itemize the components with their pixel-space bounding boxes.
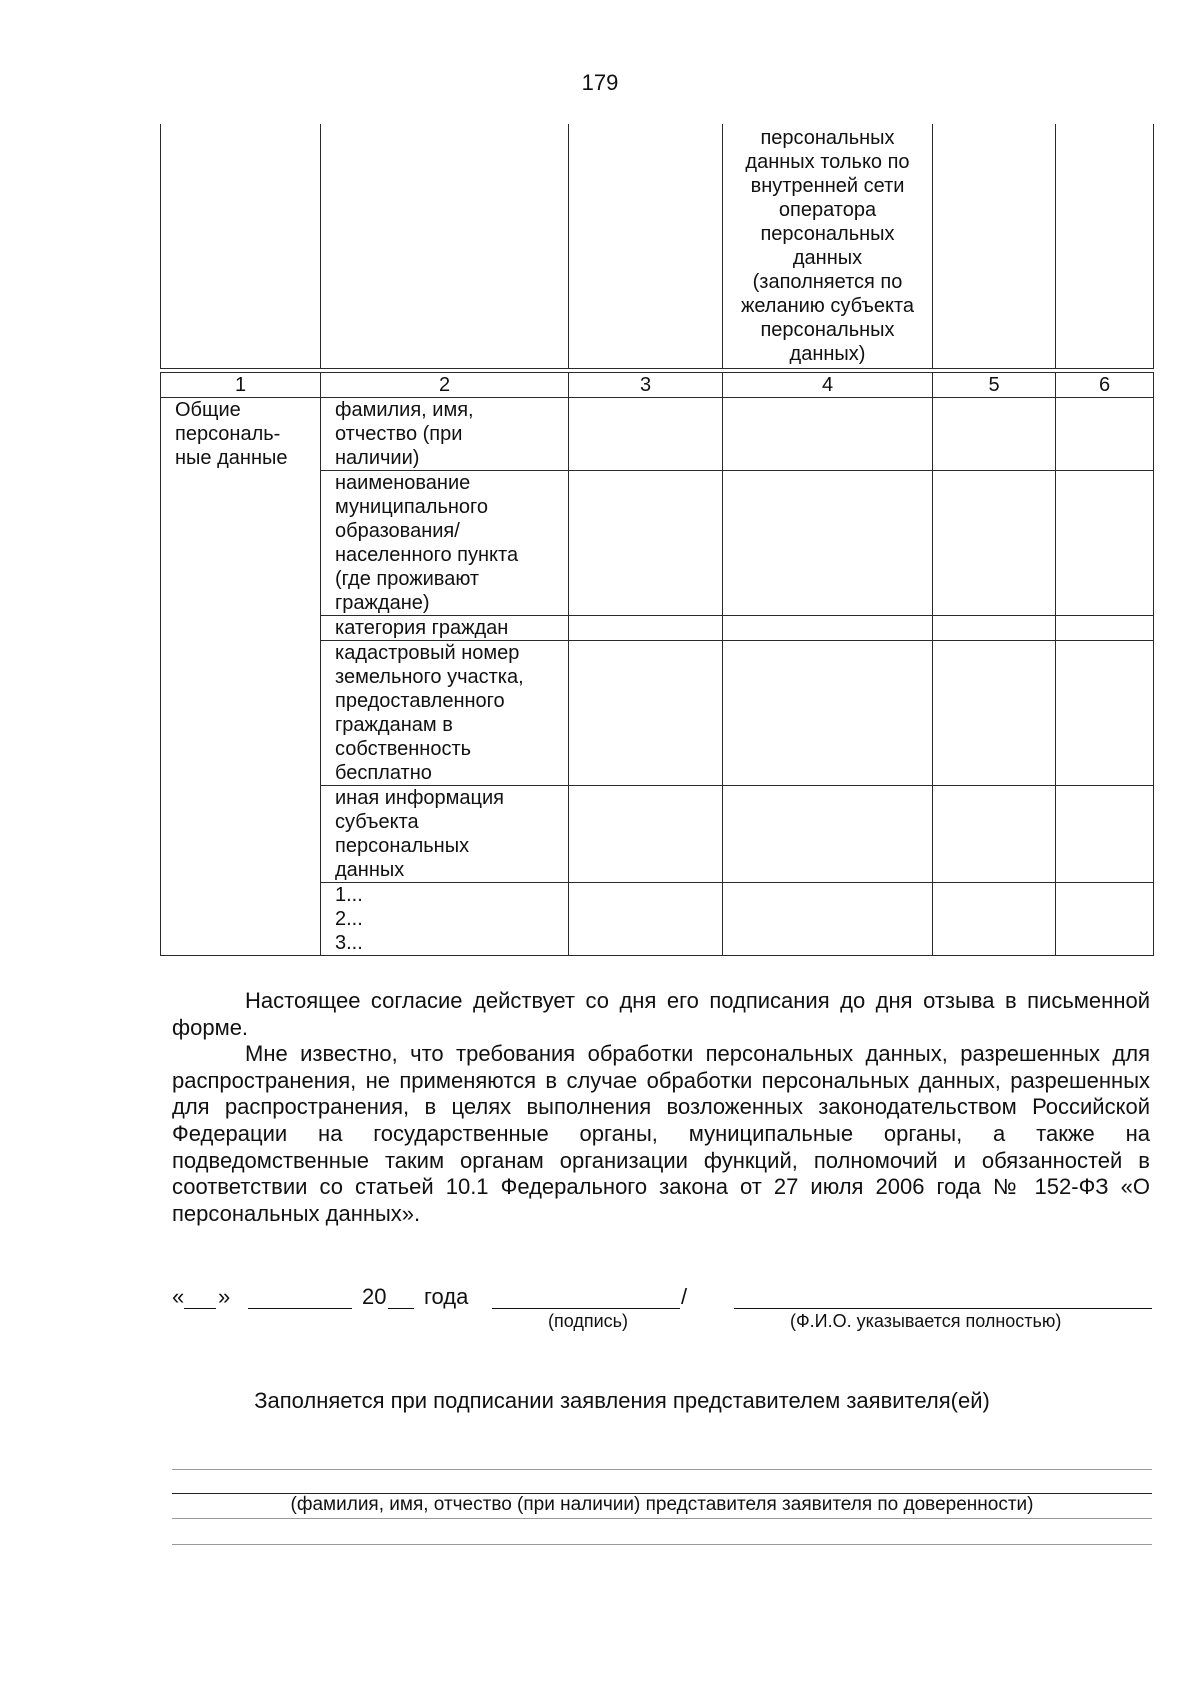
table-header-continued	[161, 124, 1154, 369]
data-item-cell: иная информация субъекта персональных данных	[321, 786, 569, 883]
column-number: 1	[161, 373, 321, 398]
header-cell-4: персональных данных только по внутренней сети оператора персональных данных (заполняется по желанию субъекта персональных данных)	[723, 124, 933, 369]
data-item-cell: фамилия, имя, отчество (при наличии)	[321, 398, 569, 471]
signature-caption: (подпись)	[548, 1311, 629, 1331]
table-cell	[933, 471, 1056, 616]
table-cell	[569, 786, 723, 883]
table-cell	[933, 883, 1056, 956]
table-cell	[1056, 641, 1154, 786]
year-prefix: 20	[362, 1284, 387, 1309]
table-cell	[933, 641, 1056, 786]
table-cell	[723, 398, 933, 471]
category-cell: Общие персональ- ные данные	[161, 398, 321, 956]
header-cell-6	[1056, 124, 1154, 369]
table-cell	[569, 641, 723, 786]
data-item-cell: 1... 2... 3...	[321, 883, 569, 956]
quote-open: «	[172, 1284, 185, 1309]
paragraph-validity: Настоящее согласие действует со дня его подписания до дня отзыва в письменной форме.	[172, 988, 1150, 1040]
year-field[interactable]	[388, 1288, 414, 1309]
representative-title: Заполняется при подписании заявления представителем заявителя(ей)	[254, 1388, 990, 1413]
table-cell	[723, 471, 933, 616]
table-cell	[933, 786, 1056, 883]
personal-data-table	[160, 124, 1154, 956]
signature-row	[172, 1284, 1152, 1314]
table-cell	[723, 883, 933, 956]
column-numbers-row	[161, 373, 1154, 398]
fio-caption: (Ф.И.О. указывается полностью)	[790, 1311, 1062, 1331]
table-cell	[1056, 616, 1154, 641]
column-number: 5	[933, 373, 1056, 398]
slash: /	[681, 1284, 688, 1309]
fio-field[interactable]	[734, 1288, 1152, 1309]
table-cell	[569, 616, 723, 641]
representative-line-lower	[172, 1518, 1152, 1519]
representative-line-upper[interactable]	[172, 1469, 1152, 1470]
column-number: 4	[723, 373, 933, 398]
consent-text	[172, 988, 1150, 1227]
column-number: 6	[1056, 373, 1154, 398]
header-cell-5	[933, 124, 1056, 369]
table-cell	[1056, 786, 1154, 883]
month-field[interactable]	[248, 1288, 352, 1309]
page-number: 179	[581, 70, 619, 95]
table-cell	[1056, 398, 1154, 471]
table-cell	[1056, 883, 1154, 956]
column-number: 3	[569, 373, 723, 398]
paragraph-notice: Мне известно, что требования обработки персональных данных, разрешенных для распространения, не применяются в случае обработки персональных данных, разрешенных для распространения, в целях выполнения возложенных законодательством Российской Федерации на государственные органы, муниципальные органы, а также на подведомственные таким органам организации функций, полномочий и обязанностей в соответствии со статьей 10.1 Федерального закона от 27 июля 2006 года № 152-ФЗ «О персональных данных».	[172, 1041, 1150, 1226]
header-cell-1	[161, 124, 321, 369]
table-cell	[569, 398, 723, 471]
day-field[interactable]	[184, 1288, 216, 1309]
table-cell	[723, 616, 933, 641]
table-cell	[569, 471, 723, 616]
representative-line-bottom[interactable]	[172, 1544, 1152, 1545]
table-cell	[723, 786, 933, 883]
table-cell	[723, 641, 933, 786]
quote-close: »	[218, 1284, 231, 1309]
header-cell-2	[321, 124, 569, 369]
table-cell	[1056, 471, 1154, 616]
data-item-cell: категория граждан	[321, 616, 569, 641]
table-cell	[569, 883, 723, 956]
table-row	[161, 398, 1154, 471]
year-suffix: года	[424, 1284, 469, 1309]
column-number: 2	[321, 373, 569, 398]
header-cell-3	[569, 124, 723, 369]
table-cell	[933, 616, 1056, 641]
signature-field[interactable]	[492, 1288, 680, 1309]
data-item-cell: наименование муниципального образования/ населенного пункта (где проживают граждане)	[321, 471, 569, 616]
table-cell	[933, 398, 1056, 471]
representative-caption: (фамилия, имя, отчество (при наличии) представителя заявителя по доверенности)	[290, 1494, 1034, 1515]
data-item-cell: кадастровый номер земельного участка, предоставленного гражданам в собственность бесплатно	[321, 641, 569, 786]
